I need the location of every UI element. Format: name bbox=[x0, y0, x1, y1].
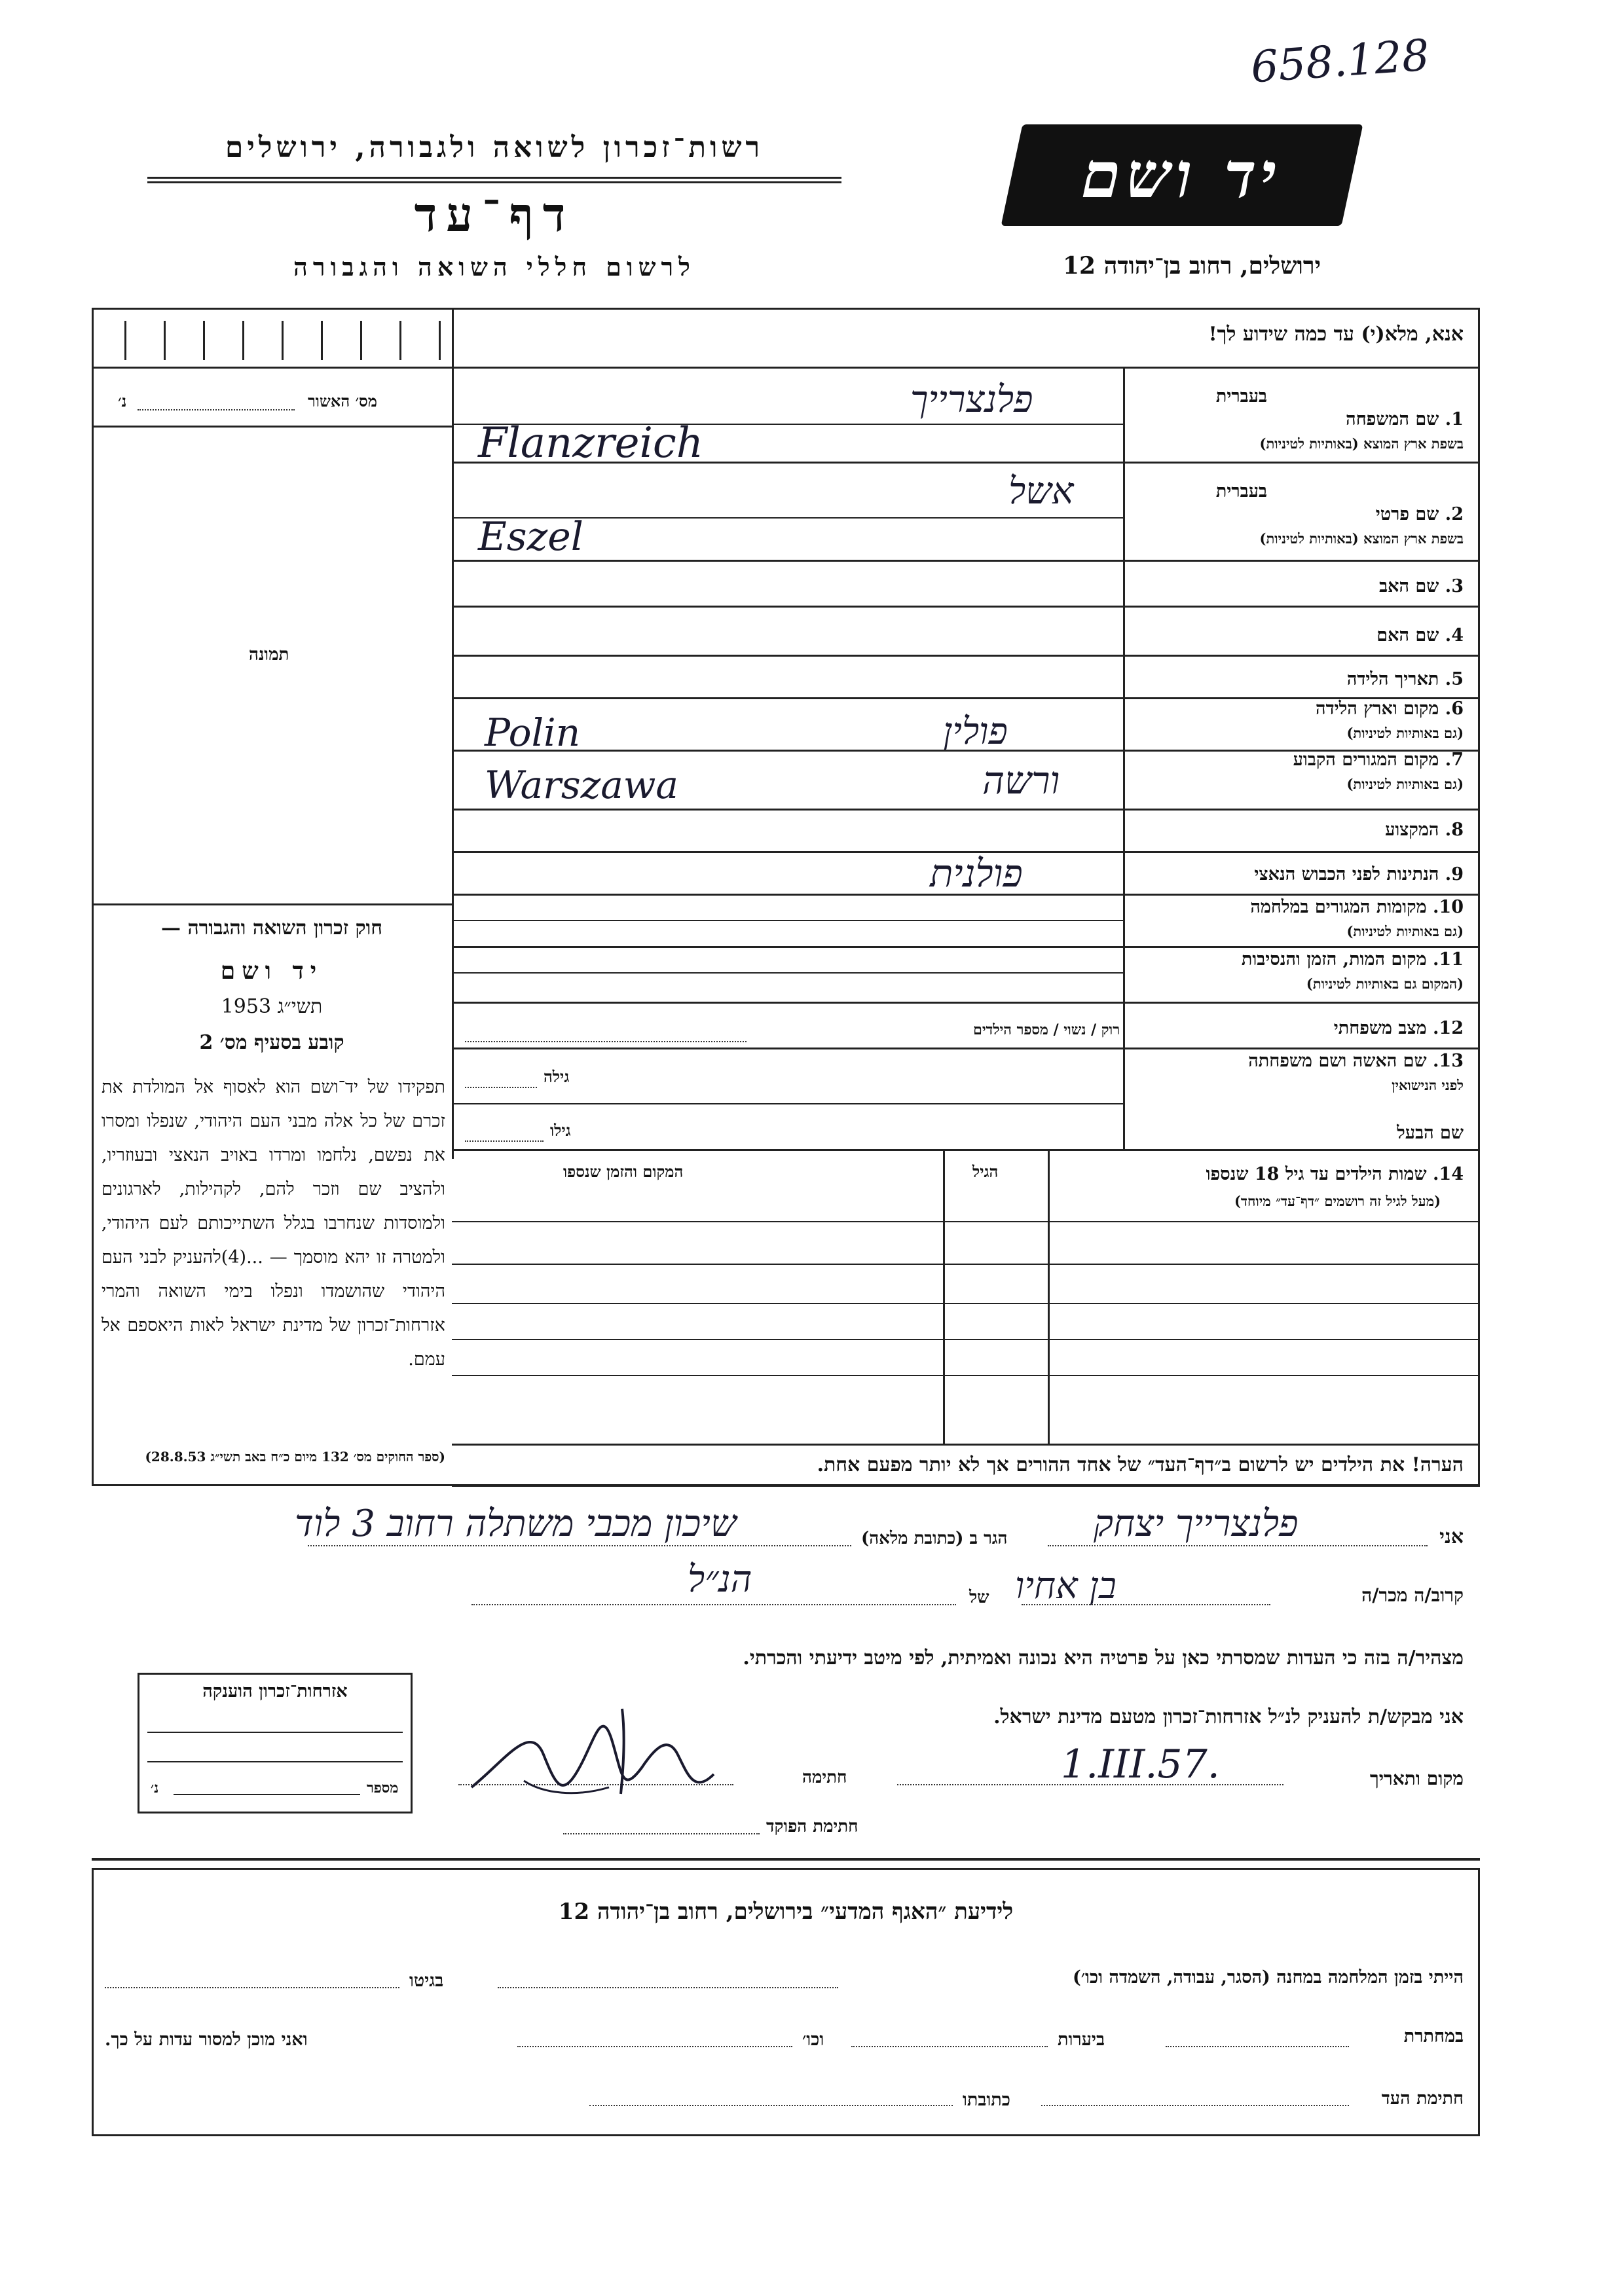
logo-text: יד ושם bbox=[1074, 138, 1290, 212]
bottom-line3-blank-b bbox=[589, 2105, 953, 2106]
field-12-line bbox=[465, 1041, 747, 1042]
field-7-label: 7. מקום המגורים הקבוע bbox=[1293, 750, 1464, 770]
field-13-rule bbox=[452, 1103, 1123, 1104]
form-title: דף־עד bbox=[414, 187, 575, 242]
law-year: תשי״ג 1953 bbox=[221, 995, 323, 1018]
field-6-value-latin: Polin bbox=[485, 710, 581, 755]
photo-box-top bbox=[92, 426, 452, 428]
decl-relation: בן אחיו bbox=[1015, 1565, 1116, 1607]
bottom-line1-blank bbox=[498, 1987, 838, 1988]
bottom-line1-end: בגיטו bbox=[409, 1971, 444, 1991]
decl-of-line bbox=[471, 1604, 956, 1605]
signature-scribble bbox=[452, 1683, 727, 1813]
decl-relation-line bbox=[1022, 1604, 1270, 1605]
bottom-line2-blank-c bbox=[517, 2046, 792, 2047]
bottom-line2-c: וכו׳ bbox=[802, 2030, 824, 2050]
law-name: יד ושם bbox=[220, 957, 323, 985]
decl-statement: מצהיר/ה בזה כי העדות שמסרתי כאן על פרטיה היא נכונה ואמיתית, לפי מיטב ידיעתי והכרתי. bbox=[743, 1647, 1464, 1669]
field-3-rule bbox=[452, 606, 1480, 608]
bottom-line3-blank-a bbox=[1041, 2105, 1349, 2106]
field-1-label: 1. שם המשפחה bbox=[1346, 409, 1464, 429]
field-10-mid-rule bbox=[452, 920, 1123, 921]
decl-signature-label: חתימה bbox=[802, 1768, 847, 1787]
field-7-sub: (גם באותיות לטיניות) bbox=[1346, 776, 1464, 792]
field-1-value-he: פלנצרייך bbox=[910, 378, 1033, 421]
citizenship-line-2 bbox=[147, 1761, 403, 1762]
field-4-label: 4. שם האם bbox=[1376, 625, 1464, 646]
field-2-sub: בשפת ארץ המוצא (באותיות לטיניות) bbox=[1259, 530, 1464, 547]
law-text: תפקידו של יד־ושם הוא לאסוף אל המולדת את זכרם של כל אלה מבני העם היהודי, שנפלו ומסרו את נפשם, נלחמו ומרדו באויב הנאצי ובעוזריו, ולהציב שם וזכר להם, לקהילות, לארגונים ולמוסדות שנחרבו בגלל השתייכותם לעם היהודי, ולמטרה זו יהא מוסמך — ...(4)להעניק לבני העם היהודי שהושמדו ונפלו בימי השואה והמרי אזרחות־זכרון של מדינת ישראל לאות היאספם אל עמם. bbox=[101, 1077, 445, 1370]
left-top-rule bbox=[92, 367, 452, 369]
bottom-rule-top bbox=[92, 1858, 1480, 1861]
decl-date: 1.III.57. bbox=[1061, 1741, 1220, 1787]
bottom-line1-ghetto bbox=[105, 1987, 399, 1988]
field-9-label: 9. הנתינות לפני הכבוש הנאצי bbox=[1254, 864, 1464, 884]
field-3-label: 3. שם האב bbox=[1379, 576, 1464, 596]
left-col-divider bbox=[452, 308, 454, 1159]
children-col-age: הגיל bbox=[972, 1162, 999, 1181]
law-title: חוק זכרון השואה והגבורה — bbox=[161, 917, 382, 939]
citizenship-line-1 bbox=[147, 1732, 403, 1733]
instruction-rule bbox=[452, 367, 1480, 369]
field-12-options: רוק / נשוי / מספר הילדים bbox=[973, 1021, 1120, 1038]
decl-name-line bbox=[1048, 1545, 1428, 1546]
children-row-3 bbox=[452, 1339, 1480, 1340]
citizenship-title: אזרחות־זכרון הוענקה bbox=[202, 1681, 348, 1702]
field-2-rule bbox=[452, 560, 1480, 562]
children-sub: (מעל לגיל זה רושמים ״דף־עד״ מיוחד) bbox=[1234, 1193, 1441, 1209]
note-rule bbox=[452, 1485, 1480, 1487]
field-11-sub: (המקום גם באותיות לטיניות) bbox=[1306, 975, 1464, 992]
children-label: 14. שמות הילדים עד גיל 18 שנספו bbox=[1206, 1164, 1464, 1184]
field-12-rule bbox=[452, 1048, 1480, 1049]
field-6-value-he: פולין bbox=[943, 710, 1008, 753]
citizenship-number-line bbox=[174, 1794, 360, 1795]
field-10-sub: (גם באותיות לטיניות) bbox=[1346, 923, 1464, 939]
field-husband-line bbox=[465, 1140, 544, 1142]
label-col-divider bbox=[1123, 367, 1125, 1149]
bottom-line2-b: ביערות bbox=[1058, 2030, 1105, 2050]
decl-of-value: הנ״ל bbox=[688, 1558, 752, 1601]
field-husband-rule bbox=[452, 1149, 1480, 1151]
field-13-age-label: גילה bbox=[544, 1067, 570, 1086]
field-11-rule bbox=[452, 1002, 1480, 1004]
decl-date-line bbox=[897, 1784, 1283, 1785]
field-7-rule bbox=[452, 809, 1480, 811]
field-2-label: 2. שם פרטי bbox=[1375, 504, 1464, 524]
field-husband-label: שם הבעל bbox=[1397, 1123, 1464, 1143]
field-11-mid-rule bbox=[452, 972, 1123, 974]
children-header-rule bbox=[452, 1221, 1480, 1222]
bottom-line2-a: במחתרת bbox=[1403, 2026, 1464, 2047]
bottom-line3-b: כתובתו bbox=[963, 2090, 1010, 2110]
decl-official-signature-label: חתימת הפוקד bbox=[766, 1817, 858, 1836]
decl-i-label: אני bbox=[1439, 1525, 1464, 1548]
approval-number-suffix: נ׳ bbox=[118, 392, 127, 410]
field-2-value-latin: Eszel bbox=[478, 514, 583, 560]
decl-name: פלנצרייך יצחק bbox=[1094, 1503, 1299, 1545]
citizenship-number-label: מספר bbox=[367, 1779, 399, 1796]
children-row-4 bbox=[452, 1375, 1480, 1376]
decl-official-line bbox=[563, 1833, 760, 1834]
field-6-label: 6. מקום וארץ הלידה bbox=[1316, 699, 1464, 719]
field-13-label: 13. שם האשה ושם משפחתה bbox=[1248, 1051, 1464, 1071]
field-13-sub: לפני הנישואין bbox=[1392, 1077, 1464, 1093]
bottom-title: לידיעת ״האגף המדעי״ בירושלים, רחוב בן־יהודה 12 bbox=[558, 1899, 1014, 1925]
approval-grid bbox=[124, 321, 439, 360]
address: ירושלים, רחוב בן־יהודה 12 bbox=[1062, 252, 1321, 280]
children-col-divider-2 bbox=[1048, 1149, 1050, 1444]
org-name: רשות־זכרון לשואה ולגבורה, ירושלים bbox=[225, 131, 764, 164]
instruction: אנא, מלא(י) עד כמה שידוע לך! bbox=[1208, 323, 1464, 346]
form-subtitle: לרשום חללי השואה והגבורה bbox=[293, 252, 695, 282]
children-row-2 bbox=[452, 1303, 1480, 1304]
bottom-line2-blank-b bbox=[851, 2046, 1048, 2047]
field-2-value-he: אשל bbox=[1008, 470, 1074, 513]
decl-residing-label: הגר ב (כתובת מלאה) bbox=[861, 1529, 1008, 1548]
yad-vashem-logo bbox=[1001, 124, 1363, 226]
decl-place-date-label: מקום ותאריך bbox=[1369, 1768, 1464, 1789]
field-10-label: 10. מקומות המגורים במלחמה bbox=[1250, 897, 1464, 917]
decl-of-label: של bbox=[969, 1588, 989, 1607]
field-2-hebrew-tag: בעברית bbox=[1215, 481, 1267, 501]
note: הערה! את הילדים יש לרשום ב״דף־העד״ של אחד ההורים אך לא יותר מפעם אחת. bbox=[817, 1453, 1464, 1476]
header-rule-2 bbox=[147, 181, 841, 183]
field-8-label: 8. המקצוע bbox=[1385, 820, 1464, 840]
field-5-label: 5. תאריך הלידה bbox=[1346, 669, 1464, 689]
children-col-place: המקום והזמן שנספו bbox=[563, 1162, 684, 1181]
photo-box-bottom bbox=[92, 903, 452, 905]
field-10-rule bbox=[452, 946, 1480, 948]
children-bottom-rule bbox=[452, 1444, 1480, 1446]
decl-request: אני מבקש/ת להעניק לנ״ל אזרחות־זכרון מטעם מדינת ישראל. bbox=[993, 1705, 1464, 1728]
photo-label: תמונה bbox=[249, 645, 289, 665]
field-4-rule bbox=[452, 655, 1480, 657]
bottom-line1-start: הייתי בזמן המלחמה במחנה (הסגר, עבודה, השמדה וכו׳) bbox=[1073, 1967, 1464, 1988]
header-rule bbox=[147, 177, 841, 179]
field-11-label: 11. מקום המות, הזמן והנסיבות bbox=[1241, 949, 1464, 970]
field-9-value-he: פולנית bbox=[930, 851, 1023, 896]
approval-number-line bbox=[138, 409, 295, 410]
bottom-line2-d: ואני מוכן למסור עדות על כך. bbox=[105, 2030, 308, 2050]
field-1-rule bbox=[452, 462, 1480, 464]
field-12-label: 12. מצב משפחתי bbox=[1333, 1018, 1464, 1038]
field-13-line bbox=[465, 1087, 537, 1088]
children-col-divider-1 bbox=[943, 1149, 945, 1444]
decl-address-line bbox=[308, 1545, 851, 1546]
law-ref: (ספר החוקים מס׳ 132 מיום כ״ח באב תשי״ג 28.8.53) bbox=[145, 1449, 445, 1465]
field-1-hebrew-tag: בעברית bbox=[1215, 386, 1267, 407]
field-6-sub: (גם באותיות לטיניות) bbox=[1346, 725, 1464, 741]
approval-number-label: מס׳ האשור bbox=[308, 392, 377, 410]
decl-address: שיכון מכבי משתלה רחוב 3 לוד bbox=[295, 1503, 737, 1545]
archive-number: 658.128 bbox=[1249, 29, 1431, 93]
citizenship-number-suffix: נ׳ bbox=[151, 1779, 159, 1796]
decl-relative-label: קרוב/ה מכר/ה bbox=[1361, 1584, 1464, 1606]
field-9-rule bbox=[452, 894, 1480, 896]
bottom-line2-blank-a bbox=[1166, 2046, 1349, 2047]
field-husband-age-label: גילו bbox=[550, 1121, 571, 1140]
field-7-value-latin: Warszawa bbox=[485, 763, 679, 807]
bottom-line3-a: חתימת העד bbox=[1381, 2088, 1464, 2109]
children-row-1 bbox=[452, 1264, 1480, 1265]
law-clause: קובע בסעיף מס׳ 2 bbox=[199, 1031, 344, 1054]
field-7-value-he: ורשה bbox=[982, 758, 1060, 803]
field-1-value-latin: Flanzreich bbox=[478, 419, 703, 467]
field-1-sub: בשפת ארץ המוצא (באותיות לטיניות) bbox=[1259, 435, 1464, 452]
